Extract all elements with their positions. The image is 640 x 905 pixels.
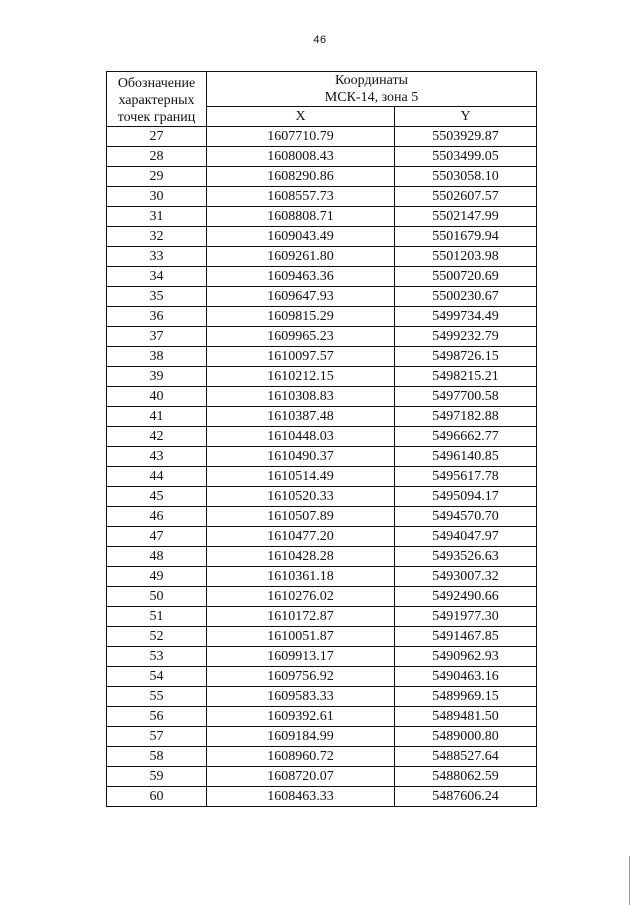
y-coordinate-cell: 5495617.78 <box>395 467 537 487</box>
table-row <box>107 127 537 147</box>
point-number-cell: 28 <box>107 147 207 167</box>
point-number-cell: 33 <box>107 247 207 267</box>
x-coordinate-cell: 1610097.57 <box>207 347 395 367</box>
point-number-cell: 34 <box>107 267 207 287</box>
table-row <box>107 207 537 227</box>
table-row <box>107 627 537 647</box>
y-coordinate-cell: 5491977.30 <box>395 607 537 627</box>
table-row <box>107 147 537 167</box>
y-coordinate-cell: 5490962.93 <box>395 647 537 667</box>
y-coordinate-cell: 5499232.79 <box>395 327 537 347</box>
table-row <box>107 407 537 427</box>
table-row <box>107 567 537 587</box>
table-row <box>107 347 537 367</box>
point-number-cell: 27 <box>107 127 207 147</box>
x-coordinate-cell: 1609815.29 <box>207 307 395 327</box>
x-coordinate-cell: 1608290.86 <box>207 167 395 187</box>
point-number-cell: 31 <box>107 207 207 227</box>
y-coordinate-cell: 5501203.98 <box>395 247 537 267</box>
y-coordinate-cell: 5501679.94 <box>395 227 537 247</box>
y-coordinate-cell: 5492490.66 <box>395 587 537 607</box>
table-row <box>107 467 537 487</box>
point-number-cell: 32 <box>107 227 207 247</box>
table-row <box>107 447 537 467</box>
header-coordinates-group <box>207 72 537 107</box>
y-coordinate-cell: 5496662.77 <box>395 427 537 447</box>
table-row <box>107 247 537 267</box>
table-row <box>107 547 537 567</box>
y-coordinate-cell: 5489000.80 <box>395 727 537 747</box>
point-number-cell: 39 <box>107 367 207 387</box>
header-y: Y <box>395 107 537 127</box>
y-coordinate-cell: 5490463.16 <box>395 667 537 687</box>
x-coordinate-cell: 1609965.23 <box>207 327 395 347</box>
y-coordinate-cell: 5498726.15 <box>395 347 537 367</box>
x-coordinate-cell: 1610428.28 <box>207 547 395 567</box>
table-row <box>107 367 537 387</box>
x-coordinate-cell: 1610051.87 <box>207 627 395 647</box>
table-row <box>107 387 537 407</box>
point-number-cell: 37 <box>107 327 207 347</box>
point-number-cell: 55 <box>107 687 207 707</box>
table-row <box>107 427 537 447</box>
y-coordinate-cell: 5487606.24 <box>395 787 537 807</box>
x-coordinate-cell: 1609647.93 <box>207 287 395 307</box>
y-coordinate-cell: 5496140.85 <box>395 447 537 467</box>
x-coordinate-cell: 1608463.33 <box>207 787 395 807</box>
table-row <box>107 707 537 727</box>
point-number-cell: 30 <box>107 187 207 207</box>
table-row <box>107 647 537 667</box>
table-row <box>107 487 537 507</box>
x-coordinate-cell: 1609756.92 <box>207 667 395 687</box>
table-row <box>107 327 537 347</box>
x-coordinate-cell: 1608720.07 <box>207 767 395 787</box>
table-row <box>107 167 537 187</box>
x-coordinate-cell: 1610172.87 <box>207 607 395 627</box>
x-coordinate-cell: 1607710.79 <box>207 127 395 147</box>
point-number-cell: 60 <box>107 787 207 807</box>
header-point-designation: Обозначение характерных точек границ <box>107 72 207 127</box>
y-coordinate-cell: 5493007.32 <box>395 567 537 587</box>
x-coordinate-cell: 1610507.89 <box>207 507 395 527</box>
y-coordinate-cell: 5497700.58 <box>395 387 537 407</box>
x-coordinate-cell: 1608008.43 <box>207 147 395 167</box>
point-number-cell: 38 <box>107 347 207 367</box>
point-number-cell: 48 <box>107 547 207 567</box>
x-coordinate-cell: 1610308.83 <box>207 387 395 407</box>
header-coordinates-title: Координаты <box>335 73 408 88</box>
point-number-cell: 59 <box>107 767 207 787</box>
point-number-cell: 52 <box>107 627 207 647</box>
x-coordinate-cell: 1608557.73 <box>207 187 395 207</box>
x-coordinate-cell: 1609043.49 <box>207 227 395 247</box>
x-coordinate-cell: 1610361.18 <box>207 567 395 587</box>
point-number-cell: 58 <box>107 747 207 767</box>
y-coordinate-cell: 5503058.10 <box>395 167 537 187</box>
scan-edge-line <box>629 856 630 905</box>
y-coordinate-cell: 5500720.69 <box>395 267 537 287</box>
x-coordinate-cell: 1610212.15 <box>207 367 395 387</box>
y-coordinate-cell: 5489481.50 <box>395 707 537 727</box>
y-coordinate-cell: 5494570.70 <box>395 507 537 527</box>
point-number-cell: 51 <box>107 607 207 627</box>
table-row <box>107 607 537 627</box>
point-number-cell: 43 <box>107 447 207 467</box>
point-number-cell: 44 <box>107 467 207 487</box>
table-row <box>107 747 537 767</box>
coordinates-table <box>106 71 537 807</box>
table-row <box>107 667 537 687</box>
x-coordinate-cell: 1610448.03 <box>207 427 395 447</box>
y-coordinate-cell: 5503499.05 <box>395 147 537 167</box>
x-coordinate-cell: 1609261.80 <box>207 247 395 267</box>
point-number-cell: 50 <box>107 587 207 607</box>
page-number: 46 <box>313 34 327 46</box>
table-body <box>107 127 537 807</box>
point-number-cell: 36 <box>107 307 207 327</box>
table-row <box>107 727 537 747</box>
point-number-cell: 46 <box>107 507 207 527</box>
x-coordinate-cell: 1609392.61 <box>207 707 395 727</box>
point-number-cell: 47 <box>107 527 207 547</box>
y-coordinate-cell: 5488062.59 <box>395 767 537 787</box>
point-number-cell: 35 <box>107 287 207 307</box>
header-x: X <box>207 107 395 127</box>
y-coordinate-cell: 5494047.97 <box>395 527 537 547</box>
x-coordinate-cell: 1610477.20 <box>207 527 395 547</box>
header-coordinate-system: МСК-14, зона 5 <box>324 90 419 105</box>
x-coordinate-cell: 1609184.99 <box>207 727 395 747</box>
y-coordinate-cell: 5495094.17 <box>395 487 537 507</box>
x-coordinate-cell: 1610387.48 <box>207 407 395 427</box>
y-coordinate-cell: 5493526.63 <box>395 547 537 567</box>
table-row <box>107 187 537 207</box>
point-number-cell: 40 <box>107 387 207 407</box>
x-coordinate-cell: 1610520.33 <box>207 487 395 507</box>
x-coordinate-cell: 1608960.72 <box>207 747 395 767</box>
table-row <box>107 767 537 787</box>
y-coordinate-cell: 5500230.67 <box>395 287 537 307</box>
table-row <box>107 227 537 247</box>
y-coordinate-cell: 5499734.49 <box>395 307 537 327</box>
table-row <box>107 307 537 327</box>
point-number-cell: 56 <box>107 707 207 727</box>
point-number-cell: 29 <box>107 167 207 187</box>
x-coordinate-cell: 1609463.36 <box>207 267 395 287</box>
point-number-cell: 57 <box>107 727 207 747</box>
y-coordinate-cell: 5503929.87 <box>395 127 537 147</box>
point-number-cell: 49 <box>107 567 207 587</box>
y-coordinate-cell: 5497182.88 <box>395 407 537 427</box>
point-number-cell: 42 <box>107 427 207 447</box>
point-number-cell: 41 <box>107 407 207 427</box>
point-number-cell: 53 <box>107 647 207 667</box>
y-coordinate-cell: 5488527.64 <box>395 747 537 767</box>
point-number-cell: 54 <box>107 667 207 687</box>
x-coordinate-cell: 1610514.49 <box>207 467 395 487</box>
table-row <box>107 287 537 307</box>
y-coordinate-cell: 5489969.15 <box>395 687 537 707</box>
table-row <box>107 587 537 607</box>
x-coordinate-cell: 1608808.71 <box>207 207 395 227</box>
x-coordinate-cell: 1610490.37 <box>207 447 395 467</box>
x-coordinate-cell: 1610276.02 <box>207 587 395 607</box>
table-row <box>107 267 537 287</box>
x-coordinate-cell: 1609583.33 <box>207 687 395 707</box>
y-coordinate-cell: 5491467.85 <box>395 627 537 647</box>
y-coordinate-cell: 5498215.21 <box>395 367 537 387</box>
x-coordinate-cell: 1609913.17 <box>207 647 395 667</box>
table-row <box>107 787 537 807</box>
y-coordinate-cell: 5502607.57 <box>395 187 537 207</box>
point-number-cell: 45 <box>107 487 207 507</box>
table-row <box>107 527 537 547</box>
y-coordinate-cell: 5502147.99 <box>395 207 537 227</box>
table-row <box>107 507 537 527</box>
table-row <box>107 687 537 707</box>
